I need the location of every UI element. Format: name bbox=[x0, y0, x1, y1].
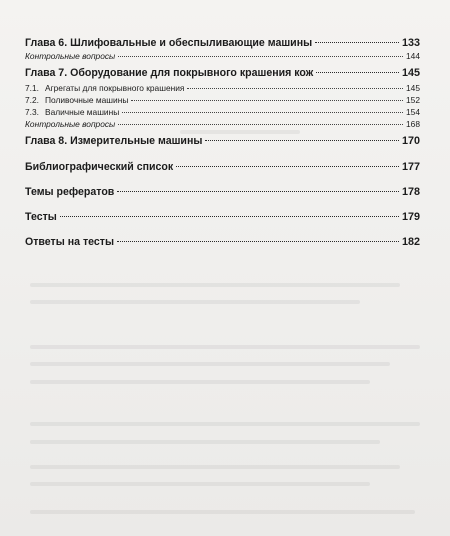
toc-page-number: 152 bbox=[406, 95, 420, 105]
toc-entry-bibliography[interactable] bbox=[25, 161, 420, 173]
dot-leader bbox=[315, 42, 399, 43]
toc-entry-title: Контрольные вопросы bbox=[25, 119, 116, 129]
dot-leader bbox=[122, 112, 403, 113]
toc-entry-test-answers[interactable] bbox=[25, 236, 420, 248]
toc-entry-title: Поливочные машины bbox=[45, 95, 129, 105]
toc-entry-title: Темы рефератов bbox=[25, 186, 115, 198]
toc-entry-chapter-7-questions[interactable] bbox=[25, 119, 420, 129]
toc-entry-chapter-7[interactable] bbox=[25, 67, 420, 79]
toc-section-number: 7.2. bbox=[25, 95, 39, 105]
dot-leader bbox=[118, 124, 403, 125]
toc-entry-chapter-8[interactable] bbox=[25, 135, 420, 147]
toc-entry-title: Валичные машины bbox=[45, 107, 120, 117]
toc-page-number: 178 bbox=[401, 186, 420, 198]
dot-leader bbox=[187, 88, 403, 89]
bleed-through-mark bbox=[30, 482, 370, 486]
toc-page-number: 133 bbox=[401, 37, 420, 49]
bleed-through-mark bbox=[30, 422, 420, 426]
dot-leader bbox=[316, 72, 399, 73]
toc-entry-title: Контрольные вопросы bbox=[25, 51, 116, 61]
dot-leader bbox=[131, 100, 403, 101]
bleed-through-mark bbox=[30, 465, 400, 469]
dot-leader bbox=[117, 191, 399, 192]
bleed-through-mark bbox=[30, 380, 370, 384]
toc-page-number: 145 bbox=[406, 83, 420, 93]
bleed-through-mark bbox=[30, 510, 415, 514]
dot-leader bbox=[118, 56, 403, 57]
bleed-through-mark bbox=[30, 345, 420, 349]
toc-entry-chapter-6-questions[interactable] bbox=[25, 51, 420, 61]
toc-entry-title: Библиографический список bbox=[25, 161, 174, 173]
toc-page-number: 177 bbox=[401, 161, 420, 173]
toc-page-number: 145 bbox=[401, 67, 420, 79]
toc-entry-title: Ответы на тесты bbox=[25, 236, 115, 248]
toc-entry-chapter-6[interactable] bbox=[25, 37, 420, 49]
table-of-contents bbox=[25, 37, 420, 248]
bleed-through-mark bbox=[30, 440, 380, 444]
toc-entry-essay-topics[interactable] bbox=[25, 186, 420, 198]
dot-leader bbox=[60, 216, 399, 217]
toc-entry-title: Агрегаты для покрывного крашения bbox=[45, 83, 185, 93]
toc-page-number: 170 bbox=[401, 135, 420, 147]
dot-leader bbox=[117, 241, 399, 242]
dot-leader bbox=[176, 166, 399, 167]
toc-section-number: 7.3. bbox=[25, 107, 39, 117]
bleed-through-mark bbox=[30, 362, 390, 366]
toc-entry-title: Глава 8. Измерительные машины bbox=[25, 135, 203, 147]
toc-page-number: 154 bbox=[406, 107, 420, 117]
bleed-through-mark bbox=[30, 300, 360, 304]
toc-entry-section-7-1[interactable] bbox=[25, 83, 420, 93]
toc-entry-title: Тесты bbox=[25, 211, 57, 223]
bleed-through-mark bbox=[30, 283, 400, 287]
toc-page-number: 182 bbox=[401, 236, 420, 248]
toc-page-number: 168 bbox=[406, 119, 420, 129]
toc-entry-tests[interactable] bbox=[25, 211, 420, 223]
toc-entry-section-7-2[interactable] bbox=[25, 95, 420, 105]
toc-entry-section-7-3[interactable] bbox=[25, 107, 420, 117]
toc-entry-title: Глава 7. Оборудование для покрывного крашения кож bbox=[25, 67, 314, 79]
toc-page-number: 179 bbox=[401, 211, 420, 223]
toc-page-number: 144 bbox=[406, 51, 420, 61]
dot-leader bbox=[205, 140, 399, 141]
toc-entry-title: Глава 6. Шлифовальные и обеспыливающие машины bbox=[25, 37, 313, 49]
toc-section-number: 7.1. bbox=[25, 83, 39, 93]
